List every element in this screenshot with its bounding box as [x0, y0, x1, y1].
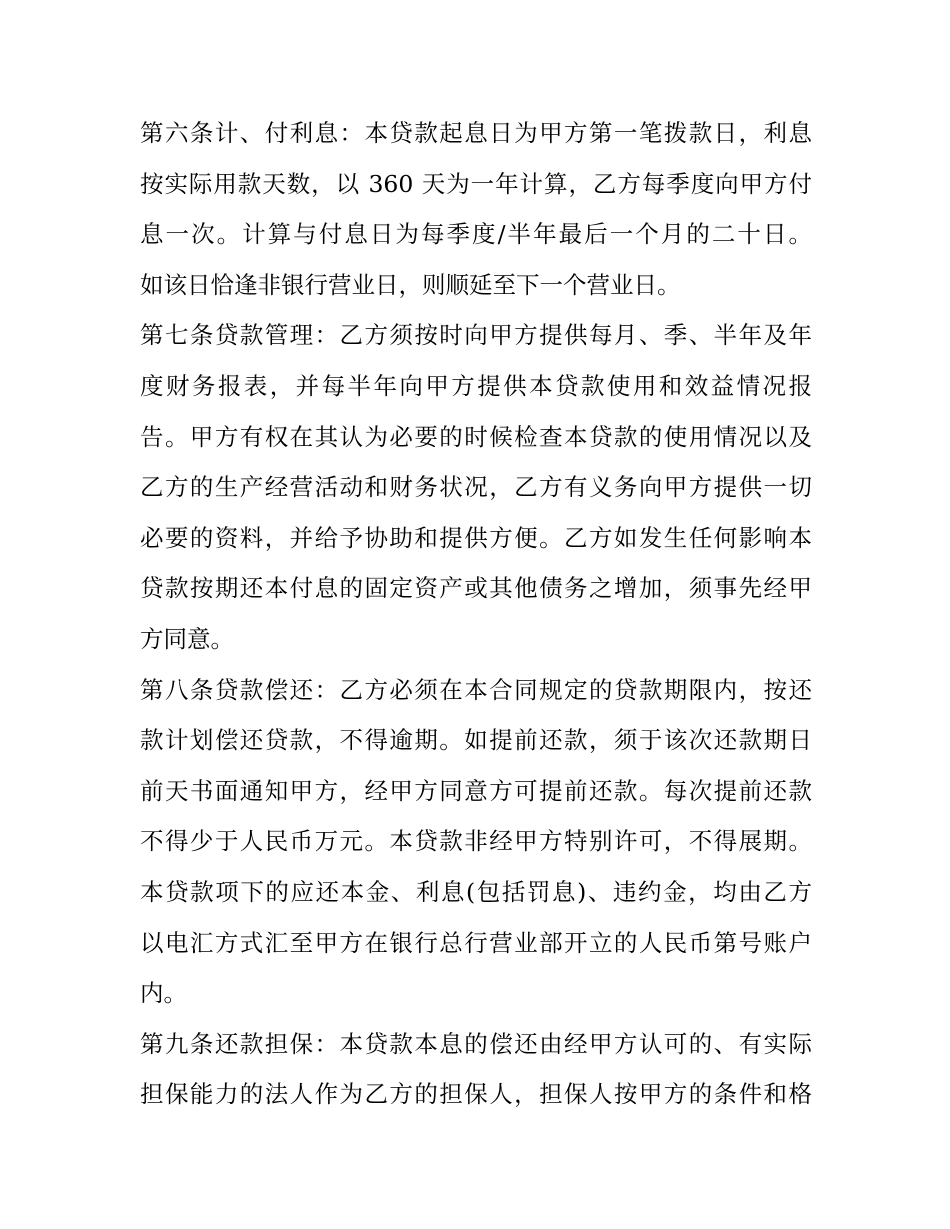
text-line: 告。甲方有权在其认为必要的时候检查本贷款的使用情况以及: [140, 422, 812, 451]
text-line: 本贷款项下的应还本金、利息(包括罚息)、违约金，均由乙方: [140, 877, 812, 906]
text-line: 前天书面通知甲方，经甲方同意方可提前还款。每次提前还款: [140, 776, 812, 805]
text-line: 以电汇方式汇至甲方在银行总行营业部开立的人民币第号账户: [140, 928, 812, 957]
text-line: 款计划偿还贷款，不得逾期。如提前还款，须于该次还款期日: [140, 726, 812, 755]
text-line: 息一次。计算与付息日为每季度/半年最后一个月的二十日。: [140, 220, 812, 249]
text-line: 如该日恰逢非银行营业日，则顺延至下一个营业日。: [140, 270, 681, 299]
text-line: 必要的资料，并给予协助和提供方便。乙方如发生任何影响本: [140, 523, 812, 552]
text-line: 第八条贷款偿还：乙方必须在本合同规定的贷款期限内，按还: [140, 675, 812, 704]
text-line: 不得少于人民币万元。本贷款非经甲方特别许可，不得展期。: [140, 827, 812, 856]
text-line: 按实际用款天数，以 360 天为一年计算，乙方每季度向甲方付: [140, 169, 812, 198]
text-line: 乙方的生产经营活动和财务状况，乙方有义务向甲方提供一切: [140, 473, 812, 502]
text-line: 方同意。: [140, 624, 234, 653]
text-line: 度财务报表，并每半年向甲方提供本贷款使用和效益情况报: [140, 371, 812, 400]
text-line: 担保能力的法人作为乙方的担保人，担保人按甲方的条件和格: [140, 1080, 812, 1109]
text-line: 第七条贷款管理：乙方须按时向甲方提供每月、季、半年及年: [140, 321, 812, 350]
text-line: 第六条计、付利息：本贷款起息日为甲方第一笔拨款日，利息: [140, 119, 812, 147]
document-body: [140, 108, 812, 1120]
text-line: 贷款按期还本付息的固定资产或其他债务之增加，须事先经甲: [140, 574, 812, 603]
text-line: 第九条还款担保：本贷款本息的偿还由经甲方认可的、有实际: [140, 1029, 812, 1058]
text-line: 内。: [140, 979, 187, 1008]
